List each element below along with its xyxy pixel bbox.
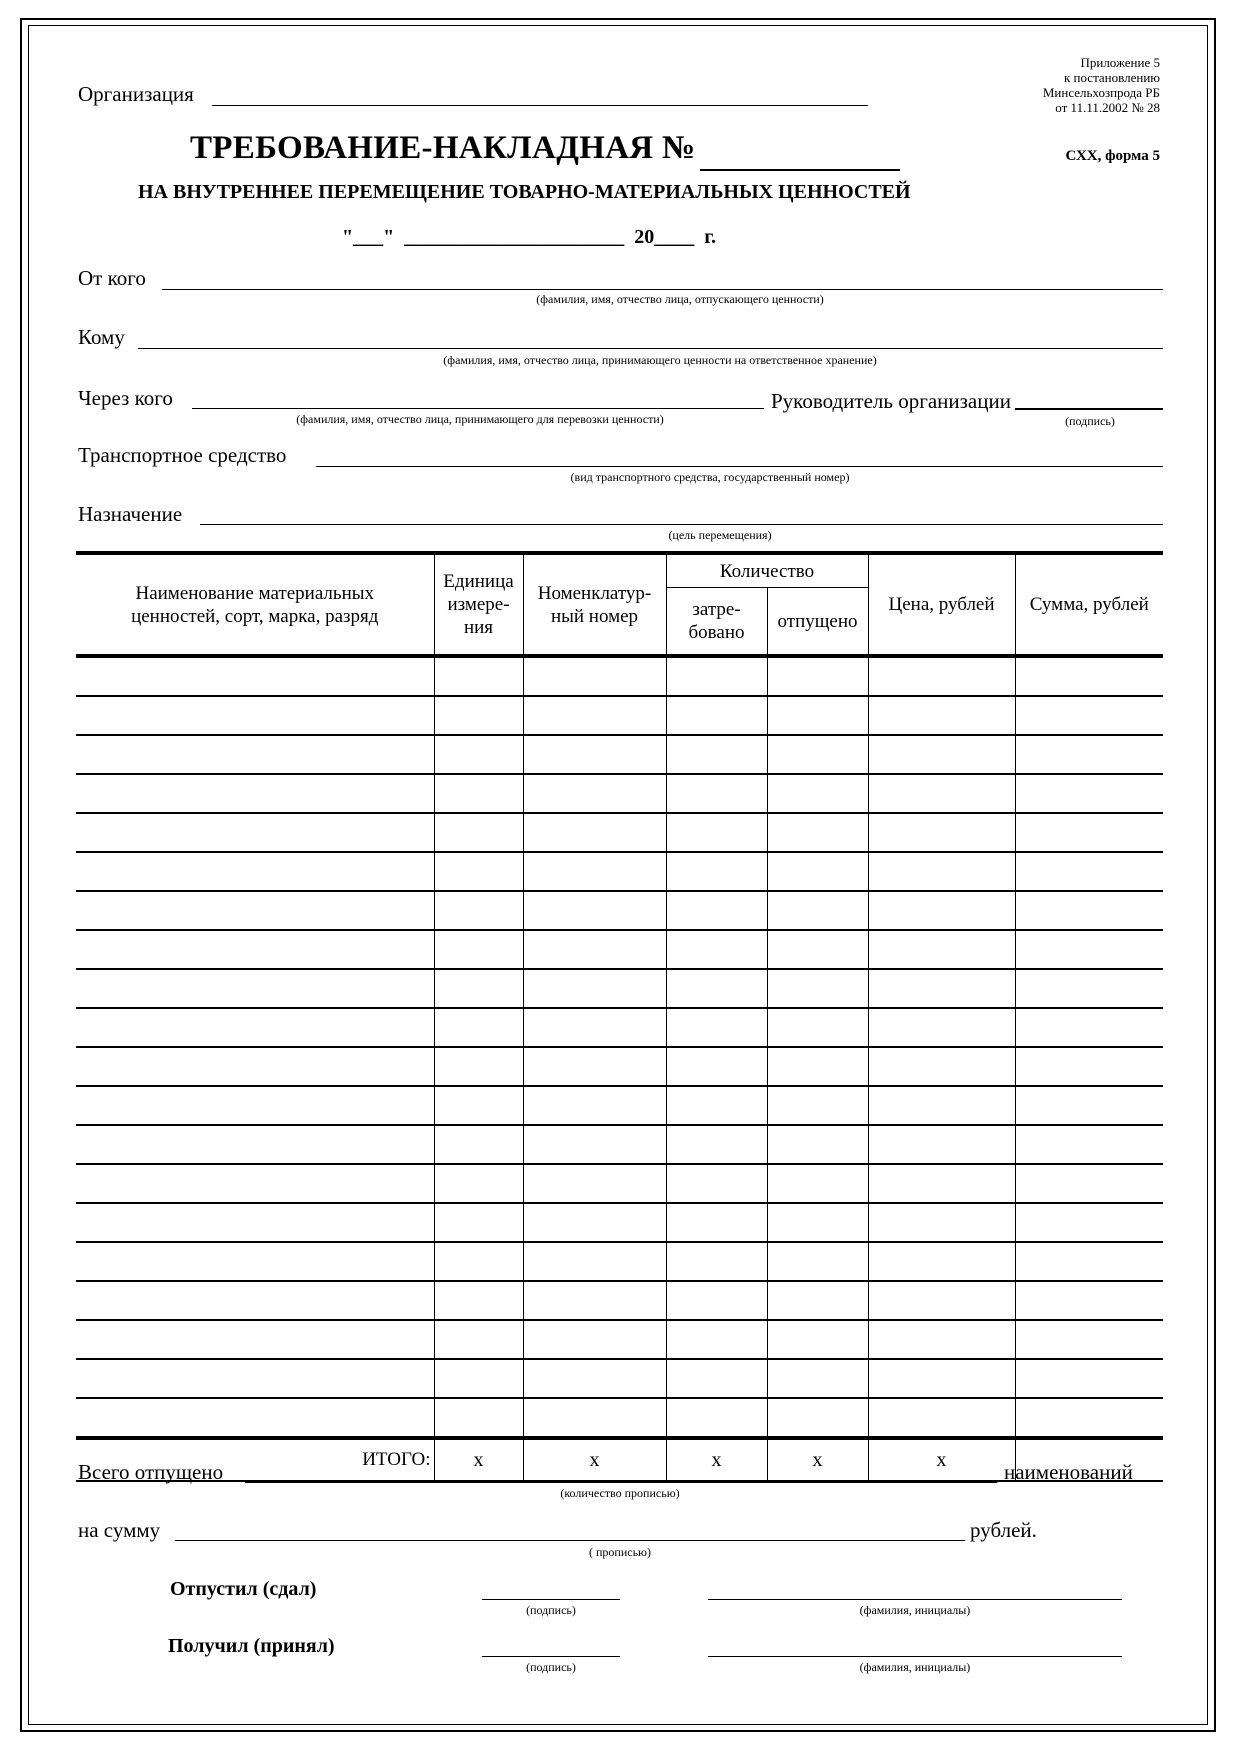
table-cell[interactable] — [434, 1164, 523, 1203]
via-field[interactable] — [192, 408, 764, 409]
date-line[interactable]: "___" ______________________ 20____ г. — [342, 226, 717, 248]
col-req-line1: затре- — [692, 599, 741, 620]
table-cell[interactable] — [767, 1125, 868, 1164]
table-cell[interactable] — [434, 891, 523, 930]
col-nom-line1: Номенклатур- — [537, 582, 652, 604]
table-cell[interactable] — [666, 656, 767, 696]
table-cell[interactable] — [1015, 930, 1163, 969]
purpose-caption: (цель перемещения) — [668, 528, 772, 542]
table-cell[interactable] — [1015, 1359, 1163, 1398]
table-cell[interactable] — [434, 813, 523, 852]
table-cell[interactable] — [666, 891, 767, 930]
col-unit-header — [434, 553, 523, 656]
via-caption: (фамилия, имя, отчество лица, принимающего для перевозки ценности) — [296, 412, 664, 426]
table-cell[interactable] — [434, 774, 523, 813]
total-mark: х — [868, 1438, 1015, 1481]
table-cell[interactable] — [666, 1281, 767, 1320]
table-cell[interactable] — [767, 656, 868, 696]
table-cell[interactable] — [1015, 1125, 1163, 1164]
table-cell[interactable] — [868, 891, 1015, 930]
table-row — [76, 1242, 1163, 1281]
table-cell[interactable] — [1015, 969, 1163, 1008]
table-cell[interactable] — [767, 1203, 868, 1242]
table-cell[interactable] — [523, 1242, 666, 1281]
table-cell[interactable] — [666, 1047, 767, 1086]
table-cell[interactable] — [523, 1281, 666, 1320]
from-caption: (фамилия, имя, отчество лица, отпускающего ценности) — [536, 292, 824, 306]
table-cell[interactable] — [523, 774, 666, 813]
table-cell[interactable] — [666, 1242, 767, 1281]
table-cell[interactable] — [523, 852, 666, 891]
table-row — [76, 1047, 1163, 1086]
col-req-line2: бовано — [688, 622, 745, 643]
released-by-signature-caption: (подпись) — [526, 1603, 576, 1617]
table-cell[interactable] — [666, 1008, 767, 1047]
sum-suffix: рублей. — [970, 1518, 1037, 1542]
table-cell[interactable] — [523, 813, 666, 852]
table-row — [76, 1086, 1163, 1125]
table-cell[interactable] — [868, 1242, 1015, 1281]
transport-label: Транспортное средство — [78, 443, 287, 467]
table-row — [76, 1359, 1163, 1398]
table-row — [76, 852, 1163, 891]
table-row — [76, 1281, 1163, 1320]
table-cell[interactable] — [76, 1281, 434, 1320]
table-cell[interactable] — [1015, 1398, 1163, 1438]
total-label: ИТОГО: — [76, 1438, 434, 1481]
received-by-signature-field[interactable] — [482, 1656, 620, 1657]
table-cell[interactable] — [76, 656, 434, 696]
table-cell[interactable] — [434, 1242, 523, 1281]
table-cell[interactable] — [1015, 1008, 1163, 1047]
table-cell[interactable] — [523, 1008, 666, 1047]
col-name-line1: Наименование материальных — [135, 582, 375, 604]
received-by-name-caption: (фамилия, инициалы) — [859, 1660, 971, 1674]
col-name-line2: ценностей, сорт, марка, разряд — [131, 605, 379, 627]
table-cell[interactable] — [666, 852, 767, 891]
table-cell[interactable] — [1015, 774, 1163, 813]
table-cell[interactable] — [767, 1281, 868, 1320]
table-cell[interactable] — [868, 930, 1015, 969]
table-cell[interactable] — [1015, 735, 1163, 774]
released-total-label: Всего отпущено — [78, 1460, 224, 1484]
table-cell[interactable] — [523, 1359, 666, 1398]
table-cell[interactable] — [523, 1320, 666, 1359]
table-cell[interactable] — [666, 1086, 767, 1125]
table-cell[interactable] — [523, 1125, 666, 1164]
table-cell[interactable] — [434, 930, 523, 969]
table-cell[interactable] — [523, 656, 666, 696]
table-cell[interactable] — [523, 891, 666, 930]
received-by-name-field[interactable] — [708, 1656, 1122, 1657]
col-quantity-header: Количество — [666, 553, 868, 588]
table-cell[interactable] — [434, 1320, 523, 1359]
head-label: Руководитель организации — [771, 389, 1011, 413]
table-cell[interactable] — [666, 774, 767, 813]
to-field[interactable] — [138, 348, 1163, 349]
transport-field[interactable] — [316, 466, 1163, 467]
from-field[interactable] — [162, 289, 1163, 290]
table-cell[interactable] — [76, 774, 434, 813]
table-cell[interactable] — [666, 1164, 767, 1203]
table-cell[interactable] — [666, 735, 767, 774]
col-unit-line3: ния — [463, 617, 494, 638]
table-cell[interactable] — [666, 969, 767, 1008]
table-cell[interactable] — [76, 1047, 434, 1086]
table-cell[interactable] — [767, 696, 868, 735]
table-cell[interactable] — [1015, 1203, 1163, 1242]
table-cell[interactable] — [523, 735, 666, 774]
organization-field[interactable] — [212, 105, 868, 106]
table-cell[interactable] — [434, 1359, 523, 1398]
table-cell[interactable] — [76, 1398, 434, 1438]
released-by-name-caption: (фамилия, инициалы) — [859, 1603, 971, 1617]
table-cell[interactable] — [767, 813, 868, 852]
col-price-header: Цена, рублей — [868, 553, 1015, 656]
head-caption: (подпись) — [1065, 414, 1115, 428]
total-mark: х — [523, 1438, 666, 1481]
table-cell[interactable] — [1015, 1320, 1163, 1359]
via-label: Через кого — [78, 386, 173, 410]
table-cell[interactable] — [666, 1320, 767, 1359]
head-signature-field[interactable] — [1015, 408, 1163, 410]
table-cell[interactable] — [868, 656, 1015, 696]
table-row — [76, 696, 1163, 735]
purpose-label: Назначение — [78, 502, 183, 526]
table-cell[interactable] — [523, 1164, 666, 1203]
table-cell[interactable] — [76, 1164, 434, 1203]
table-row — [76, 891, 1163, 930]
table-row — [76, 1125, 1163, 1164]
table-cell[interactable] — [868, 1359, 1015, 1398]
table-cell[interactable] — [767, 1164, 868, 1203]
table-cell[interactable] — [76, 735, 434, 774]
table-cell[interactable] — [868, 1008, 1015, 1047]
table-cell[interactable] — [1015, 1047, 1163, 1086]
table-row — [76, 774, 1163, 813]
table-cell[interactable] — [434, 1086, 523, 1125]
table-cell[interactable] — [868, 696, 1015, 735]
sum-field[interactable] — [175, 1540, 965, 1541]
table-cell[interactable] — [767, 969, 868, 1008]
table-cell[interactable] — [434, 696, 523, 735]
table-cell[interactable] — [434, 735, 523, 774]
document-number-field[interactable] — [700, 169, 900, 171]
received-by-signature-caption: (подпись) — [526, 1660, 576, 1674]
table-cell[interactable] — [666, 930, 767, 969]
table-cell[interactable] — [76, 813, 434, 852]
table-cell[interactable] — [666, 696, 767, 735]
items-table — [76, 551, 1163, 1482]
table-cell[interactable] — [434, 852, 523, 891]
table-cell[interactable] — [76, 1359, 434, 1398]
purpose-field[interactable] — [200, 524, 1163, 525]
table-cell[interactable] — [1015, 852, 1163, 891]
table-cell[interactable] — [868, 774, 1015, 813]
appendix-note — [1043, 55, 1160, 115]
table-row — [76, 1164, 1163, 1203]
appendix-line-2: к постановлению — [1063, 70, 1160, 85]
table-cell[interactable] — [868, 1320, 1015, 1359]
table-row — [76, 813, 1163, 852]
table-cell[interactable] — [76, 852, 434, 891]
table-cell[interactable] — [868, 1203, 1015, 1242]
col-unit-line2: измере- — [447, 594, 510, 615]
table-cell[interactable] — [76, 1203, 434, 1242]
table-cell[interactable] — [767, 1086, 868, 1125]
table-cell[interactable] — [523, 1047, 666, 1086]
table-cell[interactable] — [1015, 1086, 1163, 1125]
table-cell[interactable] — [767, 852, 868, 891]
table-cell[interactable] — [523, 930, 666, 969]
total-row — [76, 1438, 1163, 1481]
table-cell[interactable] — [1015, 696, 1163, 735]
table-row — [76, 1203, 1163, 1242]
table-cell[interactable] — [767, 735, 868, 774]
table-cell[interactable] — [76, 1320, 434, 1359]
col-requested-header — [666, 588, 767, 657]
table-cell[interactable] — [1015, 891, 1163, 930]
table-cell[interactable] — [666, 1125, 767, 1164]
total-mark: х — [666, 1438, 767, 1481]
table-cell[interactable] — [523, 696, 666, 735]
to-label: Кому — [78, 325, 125, 349]
table-cell[interactable] — [767, 1242, 868, 1281]
released-by-label: Отпустил (сдал) — [170, 1578, 317, 1600]
table-cell[interactable] — [434, 1047, 523, 1086]
col-name-header — [76, 553, 434, 656]
table-row — [76, 930, 1163, 969]
sum-label: на сумму — [78, 1518, 161, 1542]
table-cell[interactable] — [868, 1398, 1015, 1438]
released-by-signature-field[interactable] — [482, 1599, 620, 1600]
table-cell[interactable] — [1015, 656, 1163, 696]
table-row — [76, 1398, 1163, 1438]
table-cell[interactable] — [76, 1086, 434, 1125]
table-cell[interactable] — [434, 1203, 523, 1242]
from-label: От кого — [78, 266, 146, 290]
table-cell[interactable] — [1015, 1242, 1163, 1281]
to-caption: (фамилия, имя, отчество лица, принимающего ценности на ответственное хранение) — [443, 353, 877, 367]
document-title: ТРЕБОВАНИЕ-НАКЛАДНАЯ № — [190, 130, 696, 166]
table-cell[interactable] — [767, 930, 868, 969]
released-total-suffix: наименований — [1004, 1460, 1133, 1484]
col-nomenclature-header — [523, 553, 666, 656]
table-cell[interactable] — [767, 891, 868, 930]
table-cell[interactable] — [434, 1281, 523, 1320]
released-by-name-field[interactable] — [708, 1599, 1122, 1600]
table-cell[interactable] — [868, 813, 1015, 852]
table-row — [76, 656, 1163, 696]
table-cell[interactable] — [434, 1008, 523, 1047]
sum-caption: ( прописью) — [588, 1545, 652, 1559]
total-mark: х — [434, 1438, 523, 1481]
table-cell[interactable] — [76, 891, 434, 930]
released-total-field[interactable] — [245, 1482, 997, 1483]
table-cell[interactable] — [76, 930, 434, 969]
col-sum-header: Сумма, рублей — [1015, 553, 1163, 656]
transport-caption: (вид транспортного средства, государственный номер) — [570, 470, 850, 484]
table-cell[interactable] — [666, 1398, 767, 1438]
table-cell[interactable] — [76, 1242, 434, 1281]
table-cell[interactable] — [666, 1203, 767, 1242]
table-cell[interactable] — [868, 1125, 1015, 1164]
table-cell[interactable] — [434, 656, 523, 696]
col-unit-line1: Единица — [443, 571, 514, 592]
table-cell[interactable] — [868, 1047, 1015, 1086]
items-table-wrap — [76, 551, 1163, 1482]
appendix-line-1: Приложение 5 — [1080, 55, 1160, 70]
table-cell[interactable] — [868, 852, 1015, 891]
form-code: СХХ, форма 5 — [1065, 148, 1160, 164]
table-cell[interactable] — [523, 969, 666, 1008]
table-cell[interactable] — [1015, 1281, 1163, 1320]
table-cell[interactable] — [868, 735, 1015, 774]
table-cell[interactable] — [767, 1047, 868, 1086]
appendix-line-3: Минсельхозпрода РБ — [1042, 85, 1160, 100]
table-row — [76, 969, 1163, 1008]
col-nom-line2: ный номер — [550, 605, 639, 627]
table-cell[interactable] — [523, 1203, 666, 1242]
table-cell[interactable] — [868, 969, 1015, 1008]
organization-label: Организация — [78, 82, 194, 106]
table-cell[interactable] — [767, 1320, 868, 1359]
col-released-header: отпущено — [767, 588, 868, 657]
table-cell[interactable] — [1015, 1164, 1163, 1203]
table-row — [76, 1320, 1163, 1359]
table-row — [76, 735, 1163, 774]
table-cell[interactable] — [666, 1359, 767, 1398]
table-cell[interactable] — [666, 813, 767, 852]
table-cell[interactable] — [523, 1086, 666, 1125]
total-mark: х — [767, 1438, 868, 1481]
table-cell[interactable] — [767, 774, 868, 813]
table-cell[interactable] — [76, 969, 434, 1008]
table-cell[interactable] — [76, 696, 434, 735]
table-cell[interactable] — [767, 1359, 868, 1398]
document-subtitle: НА ВНУТРЕННЕЕ ПЕРЕМЕЩЕНИЕ ТОВАРНО-МАТЕРИАЛЬНЫХ ЦЕННОСТЕЙ — [138, 181, 911, 203]
table-cell[interactable] — [76, 1125, 434, 1164]
table-cell[interactable] — [868, 1086, 1015, 1125]
released-total-caption: (количество прописью) — [560, 1486, 680, 1500]
table-cell[interactable] — [767, 1008, 868, 1047]
received-by-label: Получил (принял) — [168, 1635, 335, 1657]
table-row — [76, 1008, 1163, 1047]
appendix-line-4: от 11.11.2002 № 28 — [1055, 100, 1160, 115]
item-rows — [76, 656, 1163, 1438]
table-cell[interactable] — [434, 969, 523, 1008]
table-cell[interactable] — [868, 1164, 1015, 1203]
table-cell[interactable] — [1015, 813, 1163, 852]
table-cell[interactable] — [76, 1008, 434, 1047]
table-cell[interactable] — [434, 1398, 523, 1438]
table-cell[interactable] — [523, 1398, 666, 1438]
table-cell[interactable] — [868, 1281, 1015, 1320]
table-cell[interactable] — [767, 1398, 868, 1438]
table-cell[interactable] — [434, 1125, 523, 1164]
